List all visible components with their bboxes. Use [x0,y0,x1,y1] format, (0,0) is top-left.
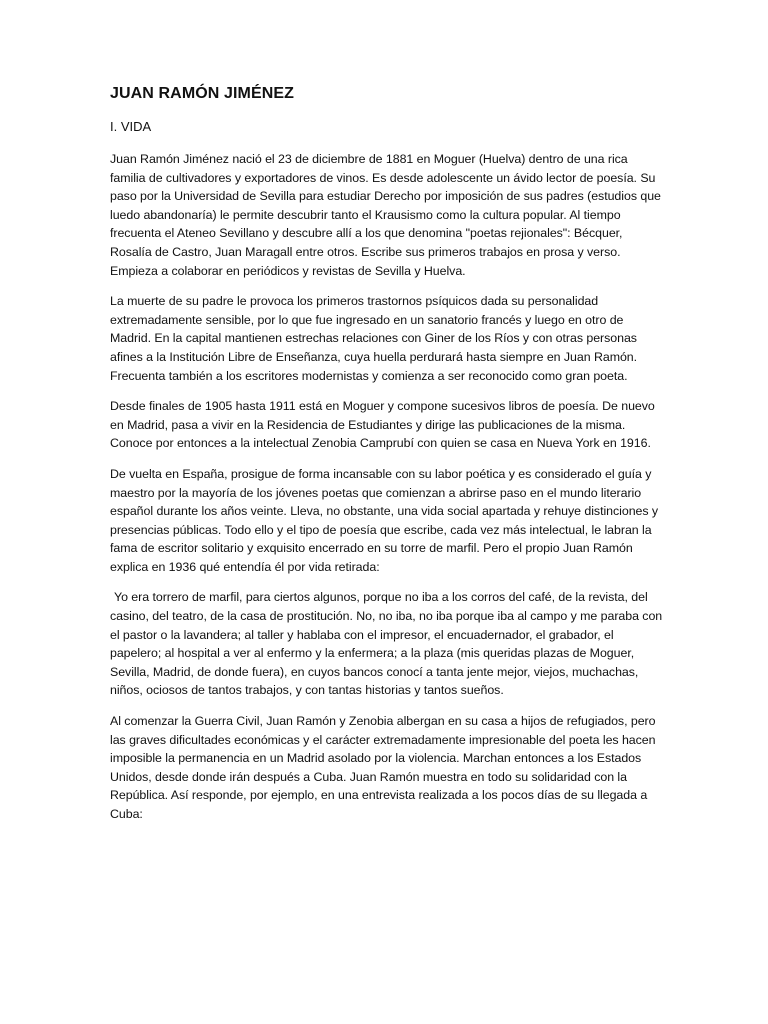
paragraph-2: La muerte de su padre le provoca los primeros trastornos psíquicos dada su personalidad extremadamente sensible, por lo que fue ingresado en un sanatorio francés y luego en otro de Madrid. En la capital mantienen estrechas relaciones con Giner de los Ríos y con otras personas afines a la Institución Libre de Enseñanza, cuya huella perdurará hasta siempre en Juan Ramón. Frecuenta también a los escritores modernistas y comienza a ser reconocido como gran poeta. [110,294,638,383]
quote-paragraph: Yo era torrero de marfil, para ciertos algunos, porque no iba a los corros del café, de la revista, del casino, del teatro, de la casa de prostitución. No, no iba, no iba porque iba al campo y me paraba con el pastor o la lavandera; al taller y hablaba con el impresor, el encuadernador, el grabador, el papelero; al hospital a ver al enfermo y la enfermera; a la plaza (mis queridas plazas de Moguer, Sevilla, Madrid, de donde fuera), en cuyos bancos conocí a tanta jente mejor, viejos, muchachas, niños, ociosos de tantos trabajos, y con tantas historias y tantos sueños. [110,590,663,698]
paragraph-1: Juan Ramón Jiménez nació el 23 de diciembre de 1881 en Moguer (Huelva) dentro de una rica familia de cultivadores y exportadores de vinos. Es desde adolescente un ávido lector de poesía. Su paso por la Universidad de Sevilla para estudiar Derecho por imposición de sus padres (estudios que luedo abandonaría) le permite descubrir tanto el Krausismo como la cultura popular. Al tiempo frecuenta el Ateneo Sevillano y descubre allí a los que denomina "poetas rejionales": Bécquer, Rosalía de Castro, Juan Maragall entre otros. Escribe sus primeros trabajos en prosa y verso. Empieza a colaborar en periódicos y revistas de Sevilla y Huelva. [110,152,661,278]
paragraph-6: Al comenzar la Guerra Civil, Juan Ramón y Zenobia albergan en su casa a hijos de refugiados, pero las graves dificultades económicas y el carácter extremadamente impresionable del poeta les hacen imposible la permanencia en un Madrid asolado por la violencia. Marchan entonces a los Estados Unidos, desde donde irán después a Cuba. Juan Ramón muestra en todo su solidaridad con la República. Así responde, por ejemplo, en una entrevista realizada a los pocos días de su llegada a Cuba: [110,714,656,821]
document-title: JUAN RAMÓN JIMÉNEZ [110,85,295,102]
paragraph-4: De vuelta en España, prosigue de forma incansable con su labor poética y es considerado el guía y maestro por la mayoría de los jóvenes poetas que comienzan a abrirse paso en el mundo literario español durante los años veinte. Lleva, no obstante, una vida social apartada y rehuye distinciones y presencias públicas. Todo ello y el tipo de poesía que escribe, cada vez más intelectual, le labran la fama de escritor solitario y exquisito encerrado en su torre de marfil. Pero el propio Juan Ramón explica en 1936 qué entendía él por vida retirada: [110,466,659,574]
section-heading: I. VIDA [110,119,152,134]
paragraph-3: Desde finales de 1905 hasta 1911 está en Moguer y compone sucesivos libros de poesía. De nuevo en Madrid, pasa a vivir en la Residencia de Estudiantes y dirige las publicaciones de la misma. Conoce por entonces a la intelectual Zenobia Camprubí con quien se casa en Nueva York en 1916. [110,399,655,451]
document-body [110,82,666,836]
